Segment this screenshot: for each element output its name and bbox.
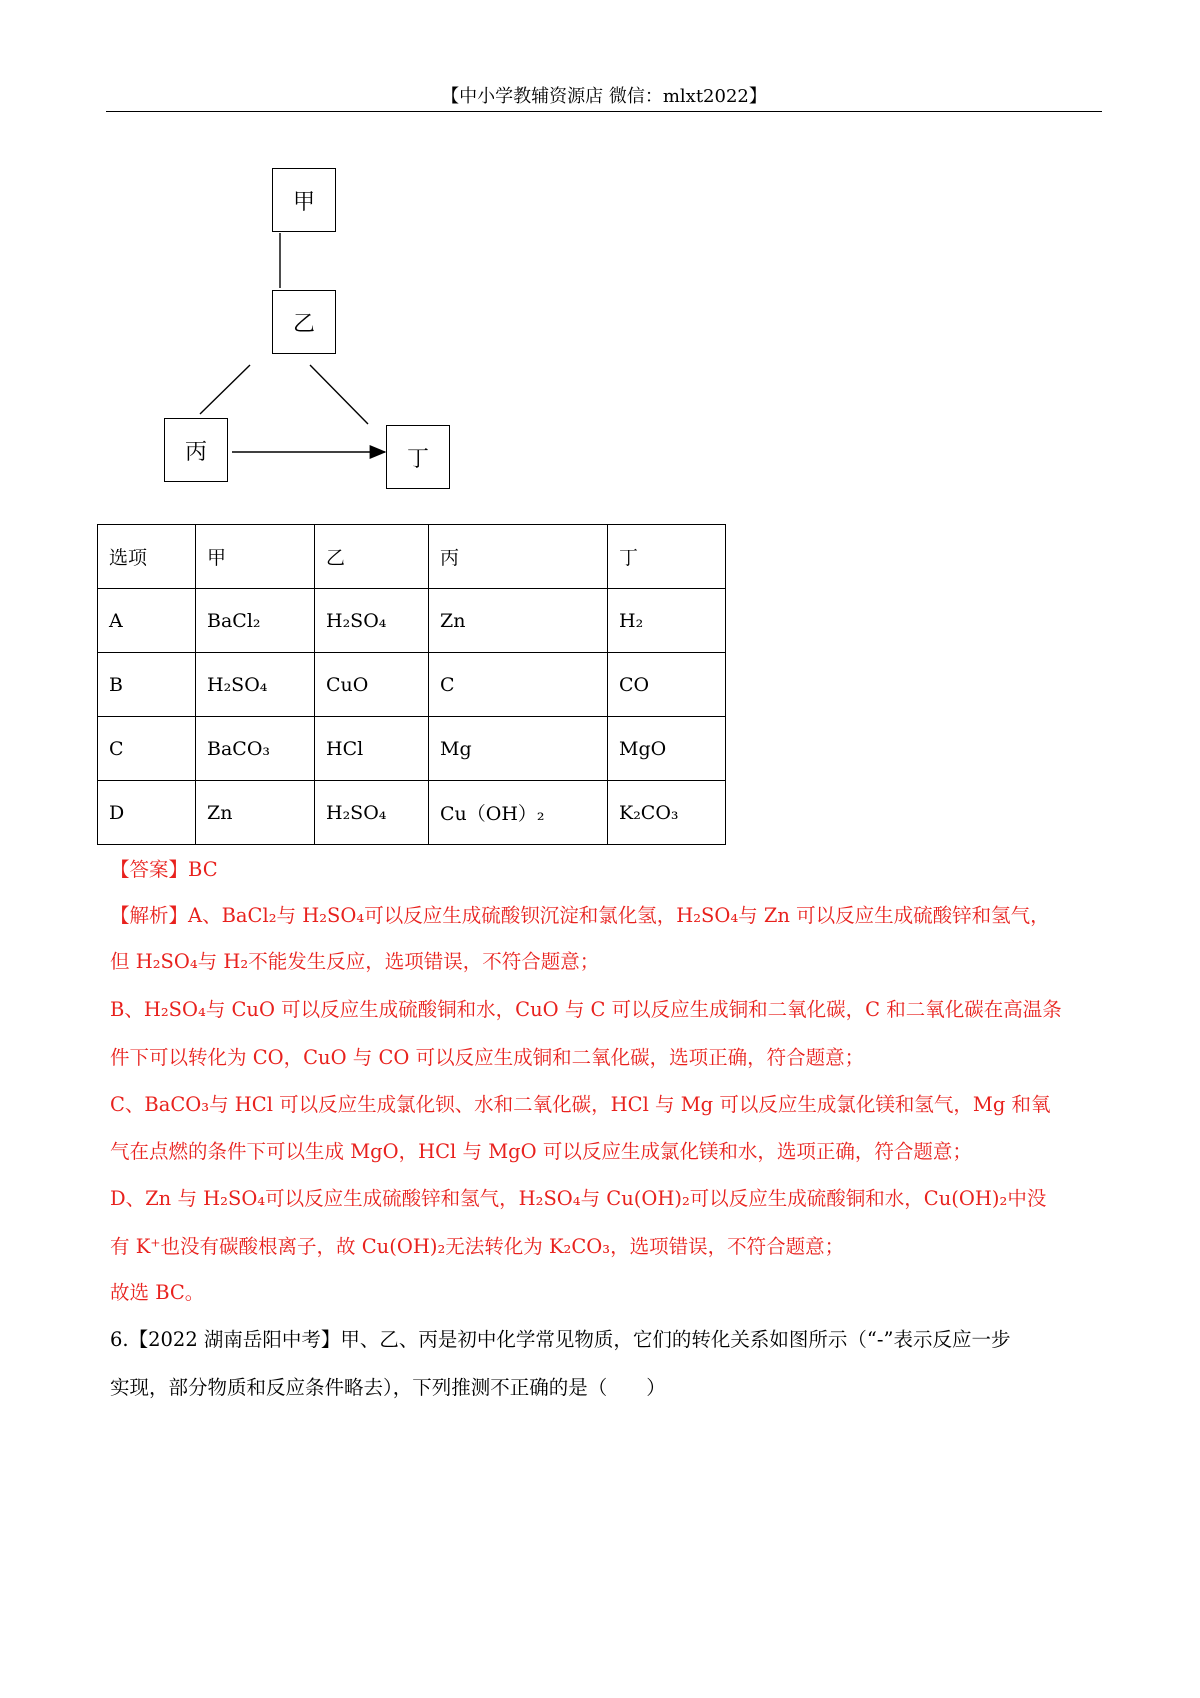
table-cell: H₂SO₄	[315, 781, 429, 845]
box-yi: 乙	[272, 290, 336, 354]
analysis-a-line1: 【解析】A、BaCl₂与 H₂SO₄可以反应生成硫酸钡沉淀和氯化氢，H₂SO₄与 Zn 可以反应生成硫酸锌和氢气，	[110, 904, 1050, 927]
table-cell: CO	[608, 653, 726, 717]
box-ding: 丁	[386, 425, 450, 489]
header-rule	[106, 111, 1102, 112]
link-yi-ding	[310, 365, 368, 424]
answer-line: 【答案】BC	[110, 858, 218, 881]
options-table	[97, 524, 726, 845]
table-row	[98, 589, 726, 653]
table-cell: BaCl₂	[196, 589, 315, 653]
table-cell: Zn	[429, 589, 608, 653]
table-cell: D	[98, 781, 196, 845]
table-header-row	[98, 525, 726, 589]
table-header-cell: 丙	[429, 525, 608, 589]
table-cell: Zn	[196, 781, 315, 845]
analysis-a-line2: 但 H₂SO₄与 H₂不能发生反应，选项错误，不符合题意；	[110, 950, 600, 973]
analysis-conclusion: 故选 BC。	[110, 1281, 205, 1304]
analysis-c-line2: 气在点燃的条件下可以生成 MgO，HCl 与 MgO 可以反应生成氯化镁和水，选项正确，符合题意；	[110, 1140, 972, 1163]
table-cell: HCl	[315, 717, 429, 781]
relation-diagram	[150, 160, 470, 500]
table-header-cell: 丁	[608, 525, 726, 589]
table-cell: C	[429, 653, 608, 717]
analysis-c-line1: C、BaCO₃与 HCl 可以反应生成氯化钡、水和二氧化碳，HCl 与 Mg 可以反应生成氯化镁和氢气，Mg 和氧	[110, 1093, 1051, 1116]
table-header-cell: 甲	[196, 525, 315, 589]
table-header-cell: 乙	[315, 525, 429, 589]
box-bing: 丙	[164, 418, 228, 482]
table-cell: BaCO₃	[196, 717, 315, 781]
table-cell: H₂SO₄	[315, 589, 429, 653]
table-cell: Cu（OH）₂	[429, 781, 608, 845]
table-row	[98, 781, 726, 845]
question6-line1: 6.【2022 湖南岳阳中考】甲、乙、丙是初中化学常见物质，它们的转化关系如图所示（“-”表示反应一步	[110, 1328, 1011, 1351]
table-cell: H₂SO₄	[196, 653, 315, 717]
table-cell: Mg	[429, 717, 608, 781]
table-cell: A	[98, 589, 196, 653]
analysis-b-line2: 件下可以转化为 CO，CuO 与 CO 可以反应生成铜和二氧化碳，选项正确，符合题意；	[110, 1046, 865, 1069]
analysis-d-line1: D、Zn 与 H₂SO₄可以反应生成硫酸锌和氢气，H₂SO₄与 Cu(OH)₂可以反应生成硫酸铜和水，Cu(OH)₂中没	[110, 1187, 1047, 1210]
analysis-d-line2: 有 K⁺也没有碳酸根离子，故 Cu(OH)₂无法转化为 K₂CO₃，选项错误，不符合题意；	[110, 1235, 845, 1258]
table-cell: B	[98, 653, 196, 717]
table-row	[98, 653, 726, 717]
table-cell: C	[98, 717, 196, 781]
table-cell: CuO	[315, 653, 429, 717]
table-cell: MgO	[608, 717, 726, 781]
analysis-b-line1: B、H₂SO₄与 CuO 可以反应生成硫酸铜和水，CuO 与 C 可以反应生成铜和二氧化碳，C 和二氧化碳在高温条	[110, 998, 1062, 1021]
question6-line2: 实现，部分物质和反应条件略去），下列推测不正确的是（ ）	[110, 1376, 666, 1399]
link-yi-bing	[200, 365, 250, 414]
table-row	[98, 717, 726, 781]
box-jia: 甲	[272, 168, 336, 232]
page-header: 【中小学教辅资源店 微信：mlxt2022】	[441, 86, 767, 107]
table-cell: K₂CO₃	[608, 781, 726, 845]
table-cell: H₂	[608, 589, 726, 653]
table-header-cell: 选项	[98, 525, 196, 589]
